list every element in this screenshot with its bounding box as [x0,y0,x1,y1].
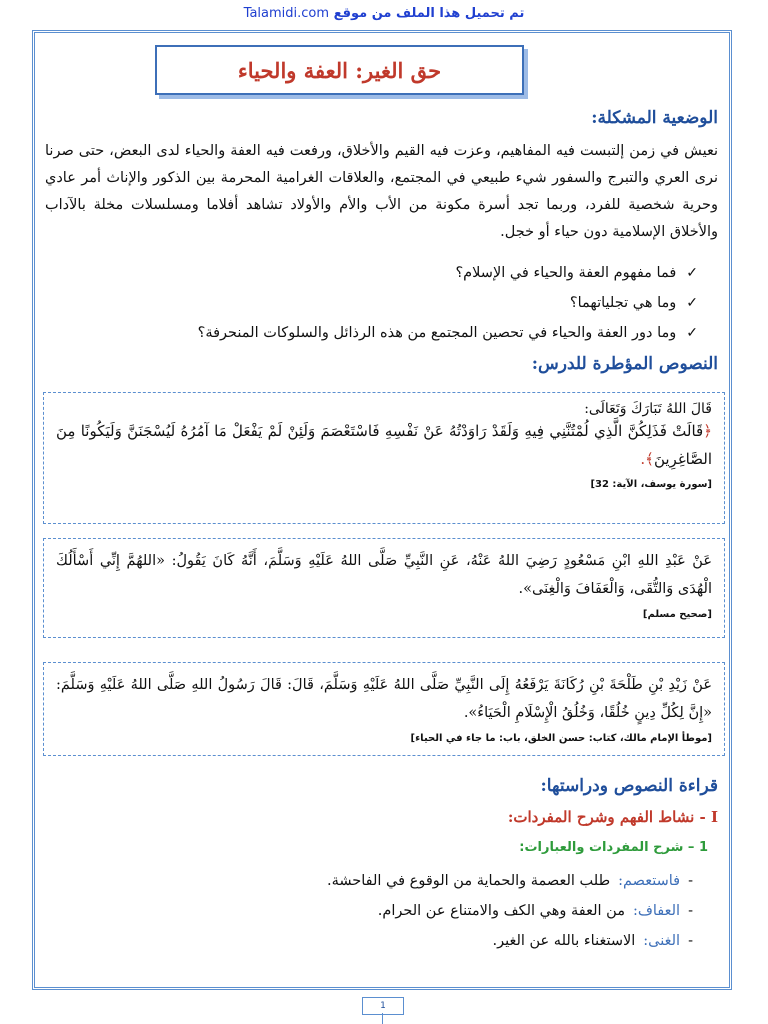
check-icon: ✓ [686,265,698,281]
hadith1-source: [صحيح مسلم] [642,609,712,620]
bullet-dash: - [688,933,693,949]
quran-open-bracket: ﴿ [703,422,712,440]
lesson-title: حق الغير: العفة والحياء [155,45,524,95]
check-icon: ✓ [686,325,698,341]
vocab-term: فاستعصم: [618,873,681,889]
list-item [327,926,693,956]
question-text: وما هي تجلياتهما؟ [569,295,677,311]
quran-verse [56,417,712,473]
hadith1-box [43,538,725,638]
check-icon: ✓ [686,295,698,311]
list-item [60,258,698,288]
hadith2-source: [موطأ الإمام مالك، كتاب: حسن الخلق، باب: ما جاء في الحياء] [410,733,712,744]
list-item [327,896,693,926]
list-item [60,288,698,318]
activity-heading: I - نشاط الفهم وشرح المفردات: [507,808,718,826]
quran-close-bracket: ﴾. [640,450,654,468]
bullet-dash: - [688,903,693,919]
vocab-term: الغنى: [643,933,681,949]
vocab-subheading: 1 – شرح المفردات والعبارات: [519,840,708,855]
quran-verse-text: قَالَتْ فَذَلِكُنَّ الَّذِي لُمْتُنَّنِي فِيهِ وَلَقَدْ رَاوَدْتُهُ عَنْ نَفْسِهِ فَاسْتَعْصَمَ وَلَئِنْ لَمْ يَفْعَلْ مَا آمُرُهُ لَيُسْجَنَنَّ وَلَيَكُونًا مِنَ الصَّاغِرِينَ [56,422,712,468]
bullet-dash: - [688,873,693,889]
question-list [60,258,698,348]
hadith2-text: عَنْ زَيْدِ بْنِ طَلْحَةَ بْنِ رُكَانَةَ يَرْفَعُهُ إِلَى النَّبِيِّ صَلَّى اللهُ عَلَيْهِ وَسَلَّمَ، قَالَ: قَالَ رَسُولُ اللهِ صَلَّى اللهُ عَلَيْهِ وَسَلَّمَ: «إِنَّ لِكُلِّ دِينٍ خُلُقًا، وَخُلُقُ الْإِسْلَامِ الْحَيَاءُ». [56,677,712,721]
vocab-definition: من العفة وهي الكف والامتناع عن الحرام. [377,903,625,919]
banner-site-link[interactable]: Talamidi.com [243,6,330,21]
texts-heading: النصوص المؤطرة للدرس: [531,354,718,374]
hadith2-box [43,662,725,756]
hadith1-text: عَنْ عَبْدِ اللهِ ابْنِ مَسْعُودٍ رَضِيَ اللهُ عَنْهُ، عَنِ النَّبِيِّ صَلَّى اللهُ عَلَيْهِ وَسَلَّمَ، أَنَّهُ كَانَ يَقُولُ: «اللهُمَّ إِنِّي أَسْأَلُكَ الْهُدَى وَالتُّقَى، وَالْعَفَافَ وَالْغِنَى». [56,553,712,597]
quran-box [43,392,725,524]
vocab-list [327,866,693,956]
download-banner [0,6,768,21]
page-number: 1 [362,997,404,1015]
vocab-definition: طلب العصمة والحماية من الوقوع في الفاحشة. [326,873,611,889]
question-text: فما مفهوم العفة والحياء في الإسلام؟ [455,265,677,281]
problem-heading: الوضعية المشكلة: [591,108,718,128]
reading-heading: قراءة النصوص ودراستها: [540,776,718,796]
page-number-stem [382,1013,383,1024]
quran-source: [سورة يوسف، الآية: 32] [590,479,712,490]
question-text: وما دور العفة والحياء في تحصين المجتمع من هذه الرذائل والسلوكات المنحرفة؟ [197,325,677,341]
list-item [327,866,693,896]
vocab-definition: الاستغناء بالله عن الغير. [492,933,636,949]
quran-intro: قَالَ اللهُ تَبَارَكَ وَتَعَالَى: [584,401,712,417]
list-item [60,318,698,348]
banner-prefix: تم تحميل هذا الملف من موقع [333,6,525,21]
problem-paragraph: نعيش في زمن إلتبست فيه المفاهيم، وعزت فيه القيم والأخلاق، ورفعت فيه العفة والحياء لدى البعض، حتى صرنا نرى العري والتبرج والسفور شيء طبيعي في المجتمع، والعلاقات الغرامية المحرمة بين الذكور والإناث أمر عادي وحرية شخصية للفرد، وربما تجد أسرة مكونة من الأب والأم والأولاد تشاهد أفلاما ومسلسلات مخلة بالآداب والأخلاق الإسلامية دون حياء أو خجل. [45,143,718,240]
vocab-term: العفاف: [632,903,681,919]
